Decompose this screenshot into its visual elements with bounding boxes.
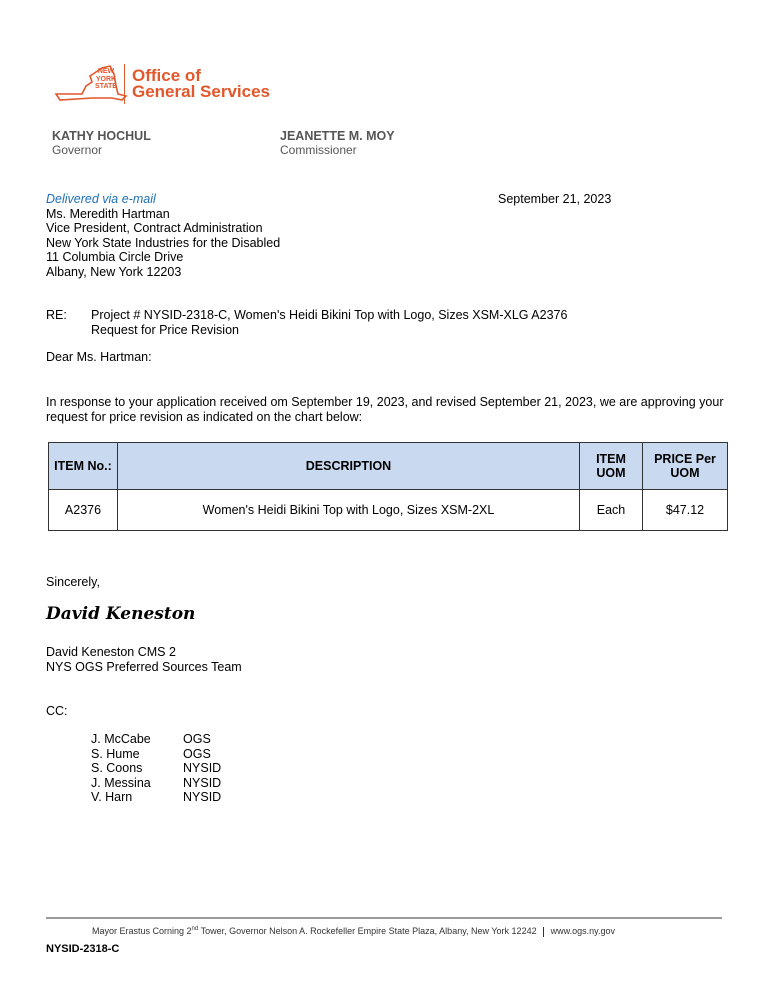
official-title: Governor bbox=[52, 143, 103, 157]
footer-website-link[interactable]: www.ogs.ny.gov bbox=[550, 926, 615, 936]
state-line: STATE bbox=[95, 83, 117, 90]
list-item bbox=[91, 747, 221, 762]
re-block bbox=[46, 308, 746, 337]
list-item bbox=[91, 776, 221, 791]
delivery-note: Delivered via e-mail bbox=[46, 192, 156, 206]
re-line2: Request for Price Revision bbox=[91, 322, 239, 337]
official-name: JEANETTE M. MOY bbox=[280, 129, 395, 143]
official-title: Commissioner bbox=[280, 143, 357, 157]
cc-name: J. McCabe bbox=[91, 732, 151, 746]
letterhead-logo bbox=[52, 64, 272, 108]
price-table bbox=[48, 442, 728, 531]
price-cell: $47.12 bbox=[643, 490, 728, 531]
signer-line: David Keneston CMS 2 bbox=[46, 645, 176, 659]
cc-name: J. Messina bbox=[91, 775, 151, 790]
cc-list bbox=[91, 732, 221, 805]
column-header-description: DESCRIPTION bbox=[118, 443, 580, 490]
cc-name: V. Harn bbox=[91, 790, 133, 804]
footer-divider bbox=[46, 917, 722, 919]
address-block bbox=[46, 192, 280, 279]
recipient-line: Vice President, Contract Administration bbox=[46, 221, 263, 235]
cc-label: CC: bbox=[46, 704, 68, 718]
footer-address-pre: Mayor Erastus Corning 2 bbox=[92, 926, 192, 936]
description-cell: Women's Heidi Bikini Top with Logo, Sizes XSM-2XL bbox=[118, 490, 580, 531]
document-id: NYSID-2318-C bbox=[46, 943, 120, 955]
footer-address-post: Tower, Governor Nelson A. Rockefeller Empire State Plaza, Albany, New York 12242 bbox=[198, 926, 537, 936]
cc-name: S. Coons bbox=[91, 761, 143, 775]
official-name: KATHY HOCHUL bbox=[52, 129, 151, 143]
recipient-line: 11 Columbia Circle Drive bbox=[46, 250, 184, 264]
column-header-price-per-uom: PRICE Per UOM bbox=[643, 443, 728, 490]
list-item bbox=[91, 761, 221, 776]
cc-org: OGS bbox=[183, 732, 211, 746]
footer-address-sup: nd bbox=[191, 926, 199, 932]
list-item bbox=[91, 732, 221, 747]
logo-divider bbox=[124, 64, 125, 104]
office-name-line: Office of bbox=[132, 66, 201, 85]
table-row bbox=[49, 490, 728, 531]
footer-address bbox=[92, 926, 615, 937]
state-line: NEW bbox=[97, 68, 115, 75]
cc-org: NYSID bbox=[183, 775, 222, 790]
letter-date: September 21, 2023 bbox=[498, 192, 612, 206]
column-header-item-uom: ITEM UOM bbox=[580, 443, 643, 490]
office-name-line: General Services bbox=[132, 82, 270, 101]
cc-org: OGS bbox=[183, 746, 211, 761]
item-number-cell: A2376 bbox=[49, 490, 118, 531]
footer-separator bbox=[543, 927, 544, 937]
body-paragraph: In response to your application received om September 19, 2023, and revised September 21, 2023, we are approving your request for price revision as indicated on the chart below: bbox=[46, 395, 724, 424]
signer-line: NYS OGS Preferred Sources Team bbox=[46, 659, 242, 674]
signer-block bbox=[46, 645, 242, 674]
salutation: Dear Ms. Hartman: bbox=[46, 350, 152, 364]
closing: Sincerely, bbox=[46, 575, 100, 589]
cc-name: S. Hume bbox=[91, 746, 140, 761]
cc-org: NYSID bbox=[183, 790, 222, 804]
handwritten-signature: David Keneston bbox=[46, 604, 196, 624]
cc-org: NYSID bbox=[183, 761, 222, 775]
uom-cell: Each bbox=[580, 490, 643, 531]
column-header-item-no: ITEM No.: bbox=[49, 443, 118, 490]
table-header-row bbox=[49, 443, 728, 490]
recipient-line: New York State Industries for the Disabled bbox=[46, 235, 281, 250]
official-governor bbox=[52, 129, 151, 157]
re-line1: Project # NYSID-2318-C, Women's Heidi Bikini Top with Logo, Sizes XSM-XLG A2376 bbox=[91, 308, 568, 322]
state-line: YORK bbox=[95, 75, 117, 83]
list-item bbox=[91, 790, 221, 805]
official-commissioner bbox=[280, 129, 395, 157]
re-label: RE: bbox=[46, 308, 67, 322]
recipient-line: Ms. Meredith Hartman bbox=[46, 206, 170, 221]
recipient-line: Albany, New York 12203 bbox=[46, 264, 182, 279]
